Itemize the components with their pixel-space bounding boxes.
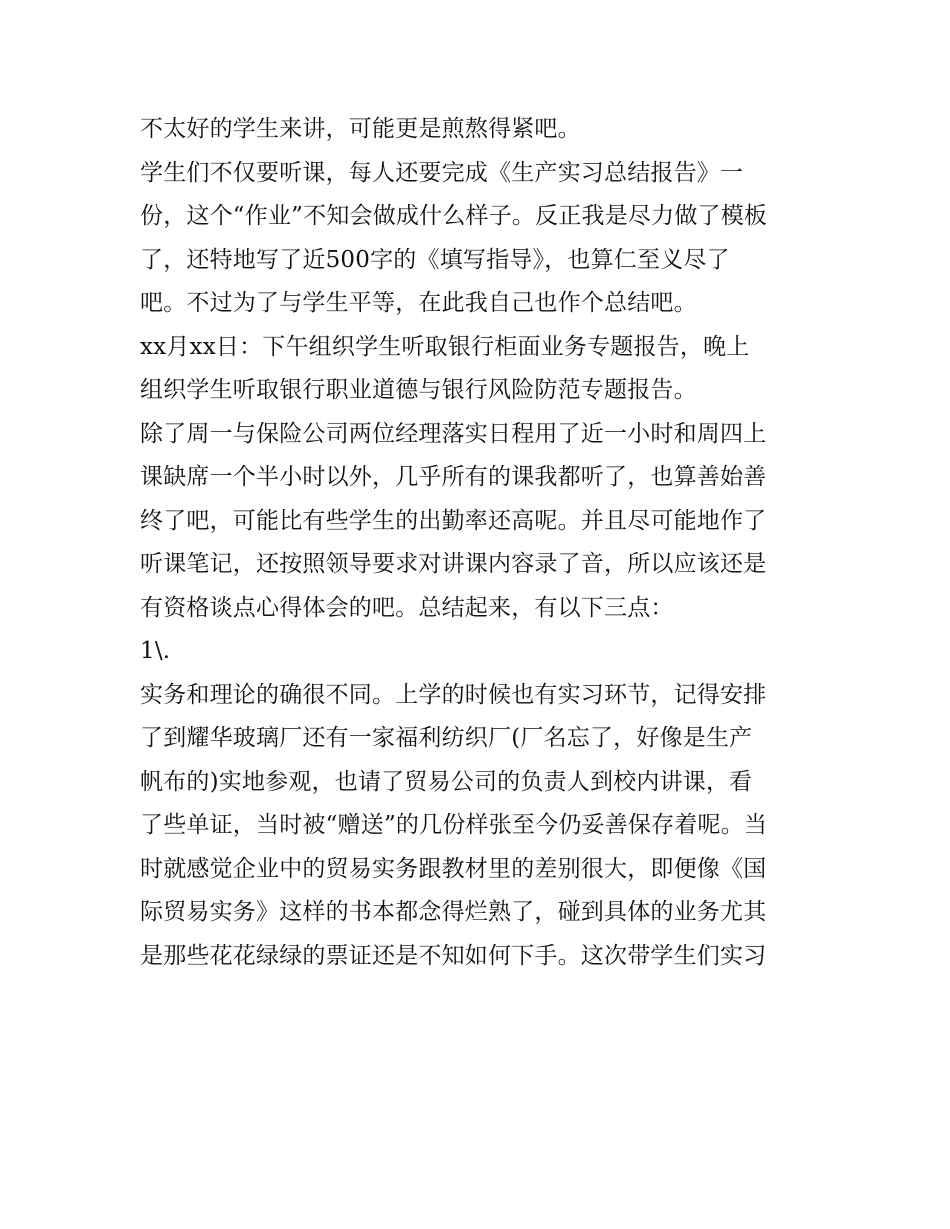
text-line-18: 时就感觉企业中的贸易实务跟教材里的差别很大，即便像《国: [140, 855, 767, 882]
text-line-14: 实务和理论的确很不同。上学的时候也有实习环节，记得安排: [140, 681, 767, 708]
text-line-8: 除了周一与保险公司两位经理落实日程用了近一小时和周四上: [140, 420, 767, 447]
text-line-17: 了些单证，当时被“赠送”的几份样张至今仍妥善保存着呢。当: [140, 812, 768, 838]
text-line-2: 学生们不仅要听课，每人还要完成《生产实习总结报告》一: [140, 159, 744, 186]
text-line-11: 听课笔记，还按照领导要求对讲课内容录了音，所以应该还是: [140, 551, 767, 577]
text-line-15: 了到耀华玻璃厂还有一家福利纺织厂(厂名忘了，好像是生产: [140, 725, 753, 751]
text-line-20: 是那些花花绿绿的票证还是不知如何下手。这次带学生们实习: [140, 942, 767, 969]
text-line-12: 有资格谈点心得体会的吧。总结起来，有以下三点：: [140, 594, 674, 621]
text-line-7: 组织学生听取银行职业道德与银行风险防范专题报告。: [140, 377, 697, 403]
text-line-9: 课缺席一个半小时以外，几乎所有的课我都听了，也算善始善: [140, 464, 767, 490]
document-body: [140, 108, 820, 978]
text-line-3: 份，这个“作业”不知会做成什么样子。反正我是尽力做了模板: [140, 203, 768, 229]
list-marker: 1\.: [140, 638, 171, 664]
text-line-10: 终了吧，可能比有些学生的出勤率还高呢。并且尽可能地作了: [140, 507, 767, 534]
text-line-19: 际贸易实务》这样的书本都念得烂熟了，碰到具体的业务尤其: [140, 899, 767, 925]
text-line-16: 帆布的)实地参观，也请了贸易公司的负责人到校内讲课，看: [140, 768, 753, 795]
text-line-4: 了，还特地写了近500字的《填写指导》，也算仁至义尽了: [140, 246, 730, 273]
text-line-1: 不太好的学生来讲，可能更是煎熬得紧吧。: [140, 116, 581, 142]
text-line-5: 吧。不过为了与学生平等，在此我自己也作个总结吧。: [140, 290, 697, 316]
text-line-6: xx月xx日：下午组织学生听取银行柜面业务专题报告，晚上: [140, 333, 750, 360]
